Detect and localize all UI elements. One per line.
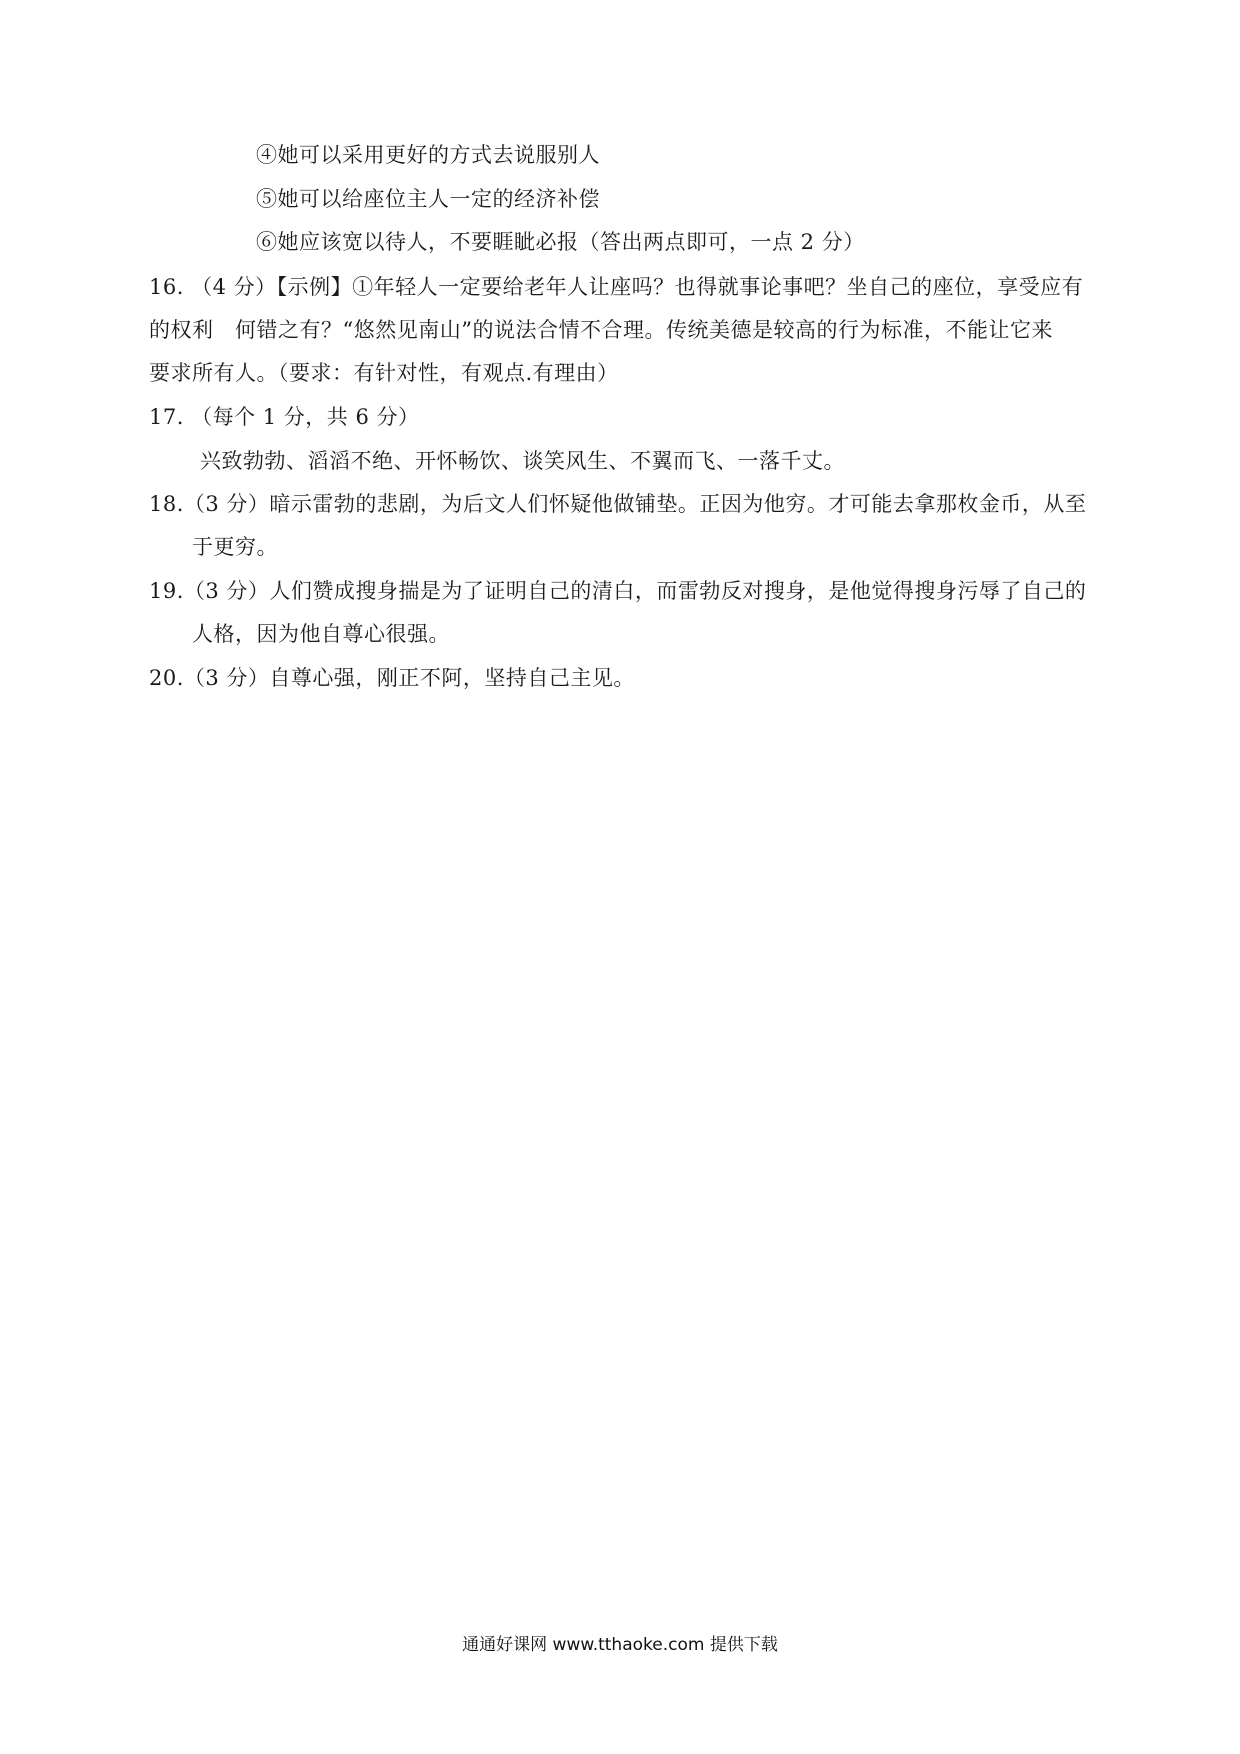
q17-answer: 兴致勃勃、滔滔不绝、开怀畅饮、谈笑风生、不翼而飞、一落千丈。 [200, 449, 845, 473]
q16-line-3: 要求所有人。（要求：有针对性，有观点.有理由） [149, 361, 619, 385]
answer-option-6: ⑥她应该宽以待人，不要睚眦必报（答出两点即可，一点 2 分） [256, 230, 865, 254]
page-footer: 通通好课网 www.tthaoke.com 提供下载 [462, 1635, 778, 1655]
q19-line-1: 19.（3 分）人们赞成搜身揣是为了证明自己的清白，而雷勃反对搜身，是他觉得搜身污辱了自己的 [149, 579, 1087, 603]
q16-line-2: 的权利 何错之有？“悠然见南山”的说法合情不合理。传统美德是较高的行为标准，不能让它来 [149, 318, 1053, 342]
answer-option-4: ④她可以采用更好的方式去说服别人 [256, 143, 600, 167]
q18-line-1: 18.（3 分）暗示雷勃的悲剧，为后文人们怀疑他做铺垫。正因为他穷。才可能去拿那枚金币，从至 [149, 492, 1087, 516]
q20-line-1: 20.（3 分）自尊心强，刚正不阿，坚持自己主见。 [149, 666, 635, 690]
q17-header: 17. （每个 1 分，共 6 分） [149, 405, 420, 429]
q16-line-1: 16. （4 分）【示例】①年轻人一定要给老年人让座吗？也得就事论事吧？坐自己的座位，享受应有 [149, 275, 1084, 299]
q19-line-2: 人格，因为他自尊心很强。 [192, 622, 450, 646]
answer-option-5: ⑤她可以给座位主人一定的经济补偿 [256, 187, 600, 211]
q18-line-2: 于更穷。 [192, 535, 278, 559]
